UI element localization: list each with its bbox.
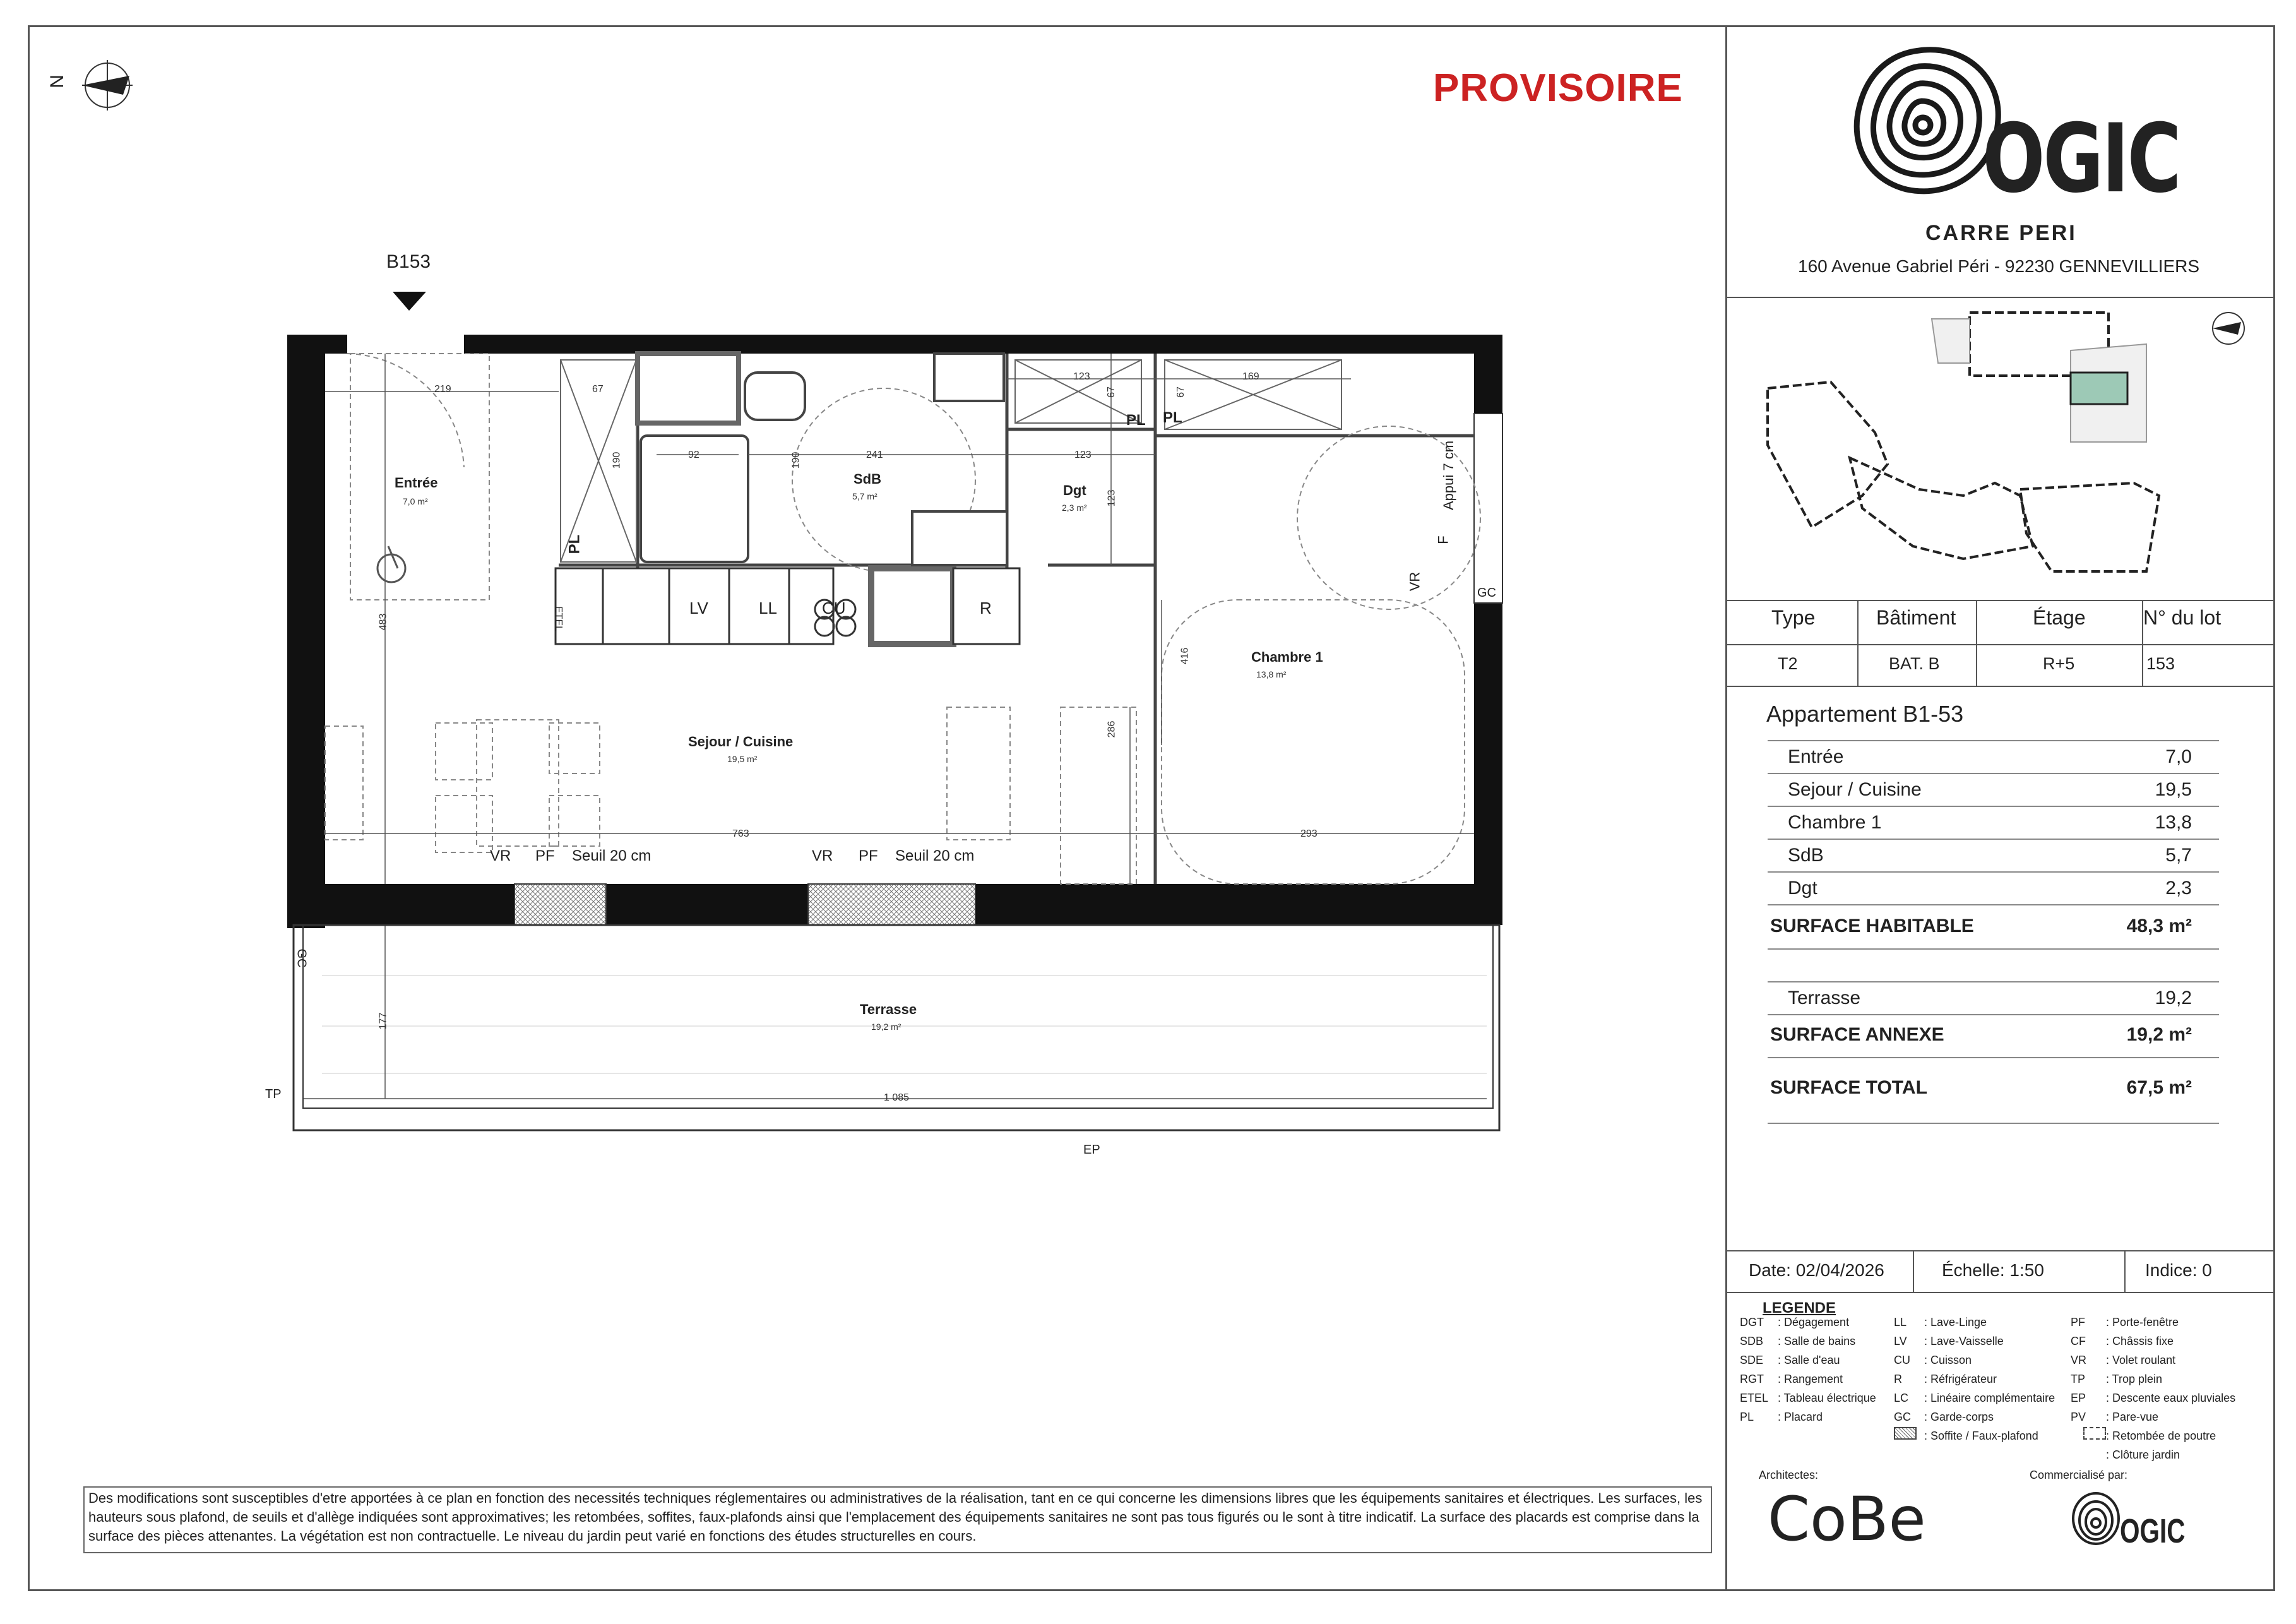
- room-area: 2,3: [2165, 878, 2192, 899]
- ogic-fingerprint-icon: [2071, 1490, 2121, 1547]
- room-name: Dgt: [1788, 878, 1817, 899]
- annex-room-area: 19,2: [2155, 988, 2192, 1008]
- room-name: Chambre 1: [1788, 812, 1882, 833]
- equip-pl: PL: [1163, 409, 1182, 426]
- room-label-chambre: Chambre 1: [1251, 649, 1323, 665]
- room-area-entree: 7,0 m²: [403, 496, 428, 506]
- legend-code: LC: [1894, 1392, 1909, 1404]
- room-area-dgt: 2,3 m²: [1062, 503, 1087, 513]
- legend-code: GC: [1894, 1411, 1911, 1423]
- dimension-label: 763: [732, 828, 749, 839]
- legend-description: : Descente eaux pluviales: [2106, 1392, 2236, 1404]
- window-note: VR: [812, 847, 833, 864]
- room-area: 13,8: [2155, 812, 2192, 833]
- row-rule: [1768, 948, 2219, 950]
- annexe-value: 19,2 m²: [2126, 1024, 2192, 1045]
- marketed-label: Commercialisé par:: [2030, 1469, 2128, 1481]
- annex-room-name: Terrasse: [1788, 988, 1861, 1008]
- equip-ep: EP: [1083, 1143, 1100, 1157]
- legend-code: EP: [2071, 1392, 2086, 1404]
- legend-description: : Porte-fenêtre: [2106, 1316, 2179, 1328]
- project-address: 160 Avenue Gabriel Péri - 92230 GENNEVILLIERS: [1798, 256, 2200, 276]
- room-area-terrasse: 19,2 m²: [871, 1022, 901, 1032]
- dimension-label: 416: [1179, 647, 1191, 665]
- legend-description: : Trop plein: [2106, 1373, 2163, 1385]
- architect-logo: CoBe: [1768, 1484, 1926, 1555]
- title-block-rule: [1725, 644, 2275, 645]
- ogic-small-logo: [2071, 1490, 2184, 1560]
- dimension-label: 286: [1106, 720, 1117, 738]
- title-block-divider: [1725, 25, 1727, 1591]
- row-rule: [1768, 1014, 2219, 1015]
- legend-code: CF: [2071, 1335, 2086, 1347]
- room-label-sejour: Sejour / Cuisine: [688, 734, 794, 749]
- row-rule: [1768, 773, 2219, 774]
- legend-description: : Retombée de poutre: [2106, 1430, 2216, 1442]
- plan-index: Indice: 0: [2145, 1260, 2212, 1280]
- title-block-rule: [1725, 686, 2275, 687]
- plan-date: Date: 02/04/2026: [1749, 1260, 1884, 1280]
- site-location-map: [1755, 306, 2260, 590]
- title-block-rule: [1725, 1250, 2275, 1251]
- window-note: VR: [490, 847, 511, 864]
- legend-code: SDB: [1740, 1335, 1764, 1347]
- room-label-dgt: Dgt: [1063, 482, 1086, 498]
- legend-description: : Volet roulant: [2106, 1354, 2176, 1366]
- appui-note: Appui 7 cm: [1441, 440, 1457, 511]
- habitable-value: 48,3 m²: [2126, 916, 2192, 936]
- room-name: Entrée: [1788, 746, 1844, 767]
- equip-pl: PL: [1126, 412, 1146, 429]
- row-rule: [1768, 1057, 2219, 1058]
- dimension-label: 123: [1106, 489, 1117, 507]
- legend-description: : Salle de bains: [1778, 1335, 1856, 1347]
- legend-code: PV: [2071, 1411, 2086, 1423]
- row-rule: [1768, 806, 2219, 807]
- info-divider: [1913, 1250, 1914, 1292]
- legend-description: : Dégagement: [1778, 1316, 1850, 1328]
- equip-gc: GC: [294, 948, 309, 968]
- dimension-label: 1 085: [884, 1092, 910, 1103]
- annexe-label: SURFACE ANNEXE: [1770, 1024, 1944, 1045]
- legend-code: RGT: [1740, 1373, 1764, 1385]
- legend-code: PF: [2071, 1316, 2086, 1328]
- window-note: Seuil 20 cm: [895, 847, 975, 864]
- equip-tp: TP: [265, 1087, 282, 1101]
- table-divider: [1857, 600, 1859, 686]
- row-rule: [1768, 1123, 2219, 1124]
- table-header-lot: N° du lot: [2143, 606, 2222, 629]
- legend-description: : Cuisson: [1924, 1354, 1972, 1366]
- row-rule: [1768, 871, 2219, 873]
- legend-description: : Soffite / Faux-plafond: [1924, 1430, 2038, 1442]
- legend-description: : Rangement: [1778, 1373, 1843, 1385]
- table-header-building: Bâtiment: [1876, 606, 1956, 629]
- room-label-entree: Entrée: [395, 475, 438, 491]
- title-block-rule: [1725, 297, 2275, 298]
- soffit-hatch-swatch: [1894, 1427, 1917, 1440]
- legend-description: : Lave-Linge: [1924, 1316, 1987, 1328]
- window-note: PF: [859, 847, 878, 864]
- legend-description: : Placard: [1778, 1411, 1823, 1423]
- lot-highlight: [2071, 373, 2127, 404]
- lot-marker: B153: [386, 251, 431, 272]
- dimension-label: 123: [1073, 371, 1090, 382]
- window-note: Seuil 20 cm: [572, 847, 651, 864]
- table-divider: [2142, 600, 2143, 686]
- legend-description: : Salle d'eau: [1778, 1354, 1840, 1366]
- habitable-label: SURFACE HABITABLE: [1770, 916, 1974, 936]
- disclaimer-text: Des modifications sont susceptibles d'etre apportées à ce plan en fonction des necessités techniques réglementaires ou administratives de la réalisation, tant en ce qui concerne les dimensions libres que les équipements sanitaires et électriques. Les surfaces, les hauteurs sous plafond, de seuils et d'allège indiquées sont approximatives; les retombées, soffites, faux-plafonds ainsi que l'emplacement des équipements sanitaires ne sont pas tous figurés ou le sont à titre indicatif. La surface des placards est comprise dans la surface des pièces attenantes. La végétation est non contractuelle. Le niveau du jardin peut varié en fonctions des études structurelles en cours.: [88, 1490, 1703, 1544]
- dimension-label: 219: [434, 384, 451, 395]
- ogic-small-wordmark: OGIC: [2120, 1512, 2186, 1550]
- dimension-label: 67: [592, 384, 604, 395]
- table-value-type: T2: [1778, 654, 1798, 673]
- ogic-logo: [1843, 38, 2180, 214]
- room-label-terrasse: Terrasse: [860, 1001, 917, 1017]
- apartment-title: Appartement B1-53: [1766, 701, 1964, 727]
- table-value-building: BAT. B: [1889, 654, 1940, 673]
- row-rule: [1768, 981, 2219, 982]
- legend-description: : Clôture jardin: [2106, 1448, 2180, 1461]
- dimension-label: 67: [1175, 386, 1186, 398]
- provisional-stamp: PROVISOIRE: [1433, 66, 1683, 110]
- dimension-label: 123: [1074, 450, 1091, 460]
- room-area-chambre: 13,8 m²: [1256, 669, 1287, 679]
- legend-code: SDE: [1740, 1354, 1764, 1366]
- row-rule: [1768, 839, 2219, 840]
- room-label-sdb: SdB: [854, 471, 881, 487]
- total-label: SURFACE TOTAL: [1770, 1077, 1927, 1098]
- legend-code: CU: [1894, 1354, 1910, 1366]
- project-name: CARRE PERI: [1925, 221, 2077, 245]
- room-name: SdB: [1788, 845, 1824, 866]
- legend-description: : Linéaire complémentaire: [1924, 1392, 2055, 1404]
- legend-code: TP: [2071, 1373, 2086, 1385]
- info-divider: [2124, 1250, 2126, 1292]
- dimension-label: 293: [1300, 828, 1318, 839]
- equip-r: R: [980, 599, 992, 618]
- table-value-floor: R+5: [2043, 654, 2075, 673]
- legend-code: R: [1894, 1373, 1902, 1385]
- legend-code: DGT: [1740, 1316, 1764, 1328]
- legend-code: LV: [1894, 1335, 1907, 1347]
- table-divider: [1976, 600, 1977, 686]
- window-note: PF: [535, 847, 555, 864]
- legend-code: VR: [2071, 1354, 2087, 1366]
- compass-north-label: N: [46, 75, 68, 88]
- room-name: Sejour / Cuisine: [1788, 779, 1922, 800]
- equip-gc: GC: [1477, 586, 1496, 600]
- row-rule: [1768, 740, 2219, 741]
- legend-code: ETEL: [1740, 1392, 1769, 1404]
- equip-vr: VR: [1407, 571, 1423, 592]
- equip-ll: LL: [759, 599, 777, 618]
- beam-dashed-swatch: [2083, 1427, 2106, 1440]
- total-value: 67,5 m²: [2126, 1077, 2192, 1098]
- legend-code: PL: [1740, 1411, 1754, 1423]
- dimension-label: 190: [611, 451, 622, 469]
- equip-cu: CU: [822, 599, 846, 618]
- equip-etel: ETEL: [553, 606, 564, 632]
- table-header-type: Type: [1771, 606, 1816, 629]
- room-area: 5,7: [2165, 845, 2192, 866]
- dimension-label: 190: [790, 451, 802, 469]
- dimension-label: 483: [378, 613, 389, 631]
- room-area-sejour: 19,5 m²: [727, 754, 758, 764]
- room-area-sdb: 5,7 m²: [852, 491, 877, 501]
- title-block-rule: [1725, 600, 2275, 601]
- legend-description: : Pare-vue: [2106, 1411, 2159, 1423]
- plan-scale: Échelle: 1:50: [1942, 1260, 2044, 1280]
- legend-description: : Réfrigérateur: [1924, 1373, 1997, 1385]
- table-header-floor: Étage: [2033, 606, 2086, 629]
- legend-description: : Châssis fixe: [2106, 1335, 2174, 1347]
- legend-description: : Garde-corps: [1924, 1411, 1994, 1423]
- equip-f: F: [1435, 535, 1451, 544]
- row-rule: [1768, 904, 2219, 905]
- dimension-label: 169: [1242, 371, 1259, 382]
- legend-title: LEGENDE: [1763, 1299, 1836, 1317]
- dimension-label: 92: [688, 450, 699, 460]
- equip-lv: LV: [689, 599, 708, 618]
- legend-description: : Tableau électrique: [1778, 1392, 1876, 1404]
- dimension-label: 177: [378, 1012, 389, 1030]
- room-area: 7,0: [2165, 746, 2192, 767]
- legend-description: : Lave-Vaisselle: [1924, 1335, 2004, 1347]
- ogic-wordmark: OGIC: [1982, 104, 2180, 214]
- dimension-label: 241: [866, 450, 883, 460]
- architects-label: Architectes:: [1759, 1469, 1819, 1481]
- dimension-label: 67: [1105, 386, 1117, 398]
- title-block-rule: [1725, 1292, 2275, 1293]
- legend-code: LL: [1894, 1316, 1907, 1328]
- table-value-lot: 153: [2146, 654, 2175, 673]
- equip-pl: PL: [566, 534, 583, 554]
- room-area: 19,5: [2155, 779, 2192, 800]
